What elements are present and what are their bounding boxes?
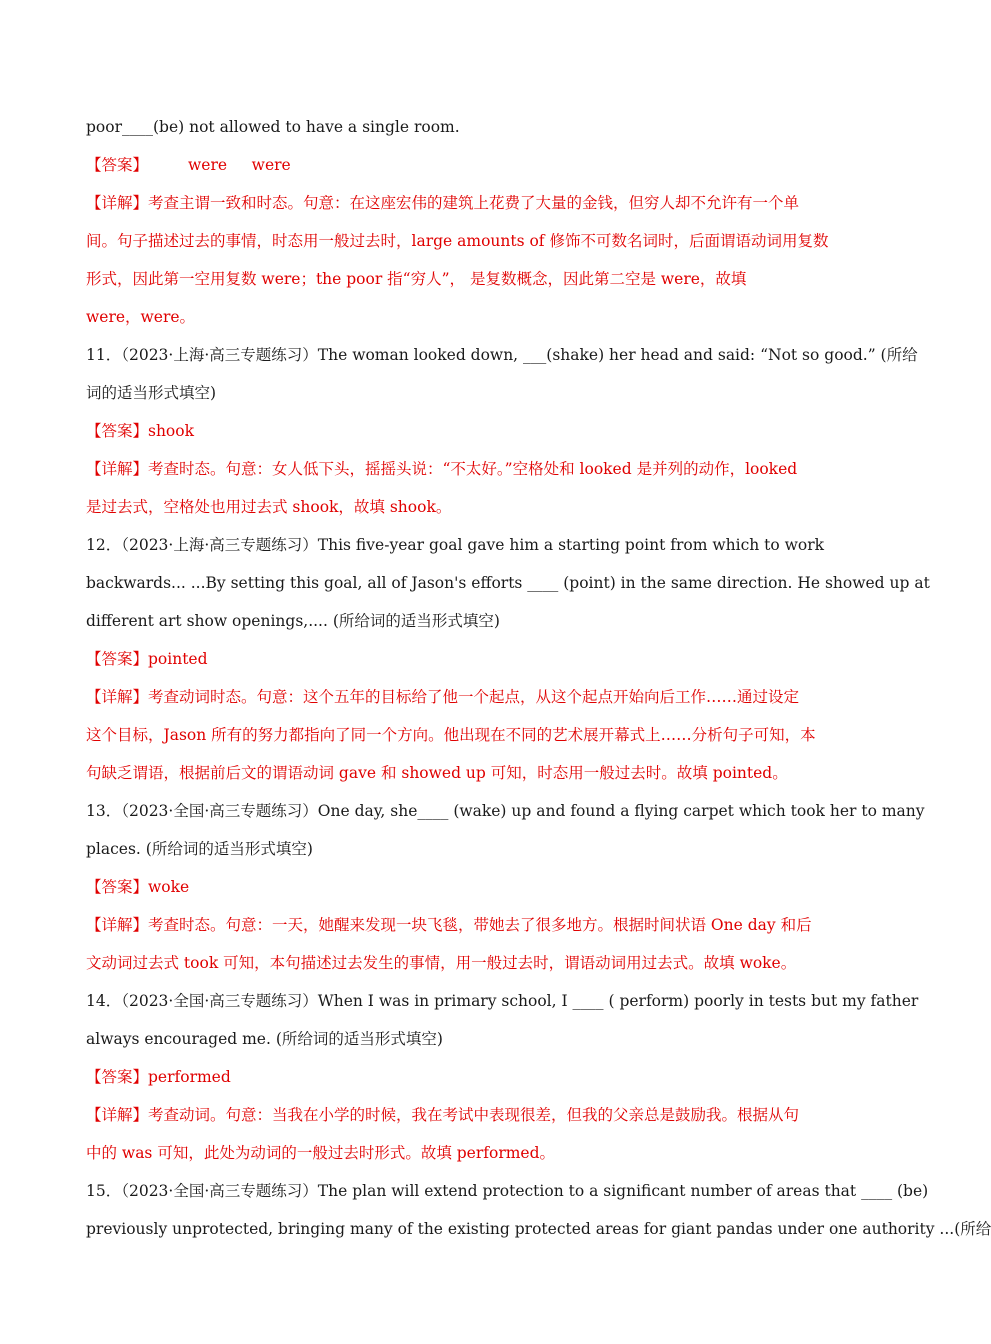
question-line: backwards... ...By setting this goal, all of Jason's efforts ____ (point) in the same direction. He showed up at [86, 574, 930, 592]
answer-line: 【答案】woke [86, 878, 190, 896]
explanation-line: 【详解】考查主谓一致和时态。句意：在这座宏伟的建筑上花费了大量的金钱，但穷人却不允许有一个单 [86, 194, 800, 212]
explanation-line: 间。句子描述过去的事情，时态用一般过去时，large amounts of 修饰不可数名词时，后面谓语动词用复数 [86, 232, 829, 250]
explanation-line: 这个目标，Jason 所有的努力都指向了同一个方向。他出现在不同的艺术展开幕式上……分析句子可知，本 [86, 726, 816, 744]
question-line: 12．（2023·上海·高三专题练习）This five-year goal gave him a starting point from which to work [86, 536, 825, 554]
explanation-line: 是过去式，空格处也用过去式 shook，故填 shook。 [86, 498, 452, 516]
question-line: 14．（2023·全国·高三专题练习）When I was in primary school, I ____ ( perform) poorly in tests but my father [86, 992, 919, 1010]
explanation-line: 【详解】考查动词。句意：当我在小学的时候，我在考试中表现很差，但我的父亲总是鼓励我。根据从句 [86, 1106, 800, 1124]
explanation-line: 【详解】考查时态。句意：女人低下头，摇摇头说：“不太好。”空格处和 looked 是并列的动作，looked [86, 460, 798, 478]
explanation-line: were，were。 [86, 308, 196, 326]
question-line: previously unprotected, bringing many of the existing protected areas for giant pandas under one authority ...(所给 [86, 1220, 991, 1238]
explanation-line: 【详解】考查时态。句意：一天，她醒来发现一块飞毯，带她去了很多地方。根据时间状语 One day 和后 [86, 916, 812, 934]
answer-value: were were [188, 156, 291, 174]
explanation-line: 【详解】考查动词时态。句意：这个五年的目标给了他一个起点，从这个起点开始向后工作……通过设定 [86, 688, 800, 706]
question-line: places. (所给词的适当形式填空) [86, 840, 313, 858]
text-line: poor____(be) not allowed to have a single room. [86, 118, 460, 136]
explanation-line: 形式，因此第一空用复数 were；the poor 指“穷人”， 是复数概念，因此第二空是 were，故填 [86, 270, 747, 288]
question-line: 词的适当形式填空) [86, 384, 217, 402]
question-line: 15．（2023·全国·高三专题练习）The plan will extend protection to a significant number of areas that ____ (be) [86, 1182, 929, 1200]
explanation-line: 中的 was 可知，此处为动词的一般过去时形式。故填 performed。 [86, 1144, 556, 1162]
explanation-line: 文动词过去式 took 可知，本句描述过去发生的事情，用一般过去时，谓语动词用过去式。故填 woke。 [86, 954, 797, 972]
answer-line: 【答案】pointed [86, 650, 208, 668]
question-line: 13．（2023·全国·高三专题练习）One day, she____ (wake) up and found a flying carpet which took her to many [86, 802, 925, 820]
answer-line [86, 146, 866, 184]
answer-label: 【答案】 [86, 156, 149, 174]
answer-line: 【答案】shook [86, 422, 194, 440]
document-page [86, 108, 991, 1248]
question-line: 11．（2023·上海·高三专题练习）The woman looked down, ___(shake) her head and said: “Not so good.” (所给 [86, 346, 918, 364]
explanation-line: 句缺乏谓语，根据前后文的谓语动词 gave 和 showed up 可知，时态用一般过去时。故填 pointed。 [86, 764, 788, 782]
question-line: always encouraged me. (所给词的适当形式填空) [86, 1030, 443, 1048]
question-line: different art show openings,.... (所给词的适当形式填空) [86, 612, 500, 630]
answer-line: 【答案】performed [86, 1068, 231, 1086]
